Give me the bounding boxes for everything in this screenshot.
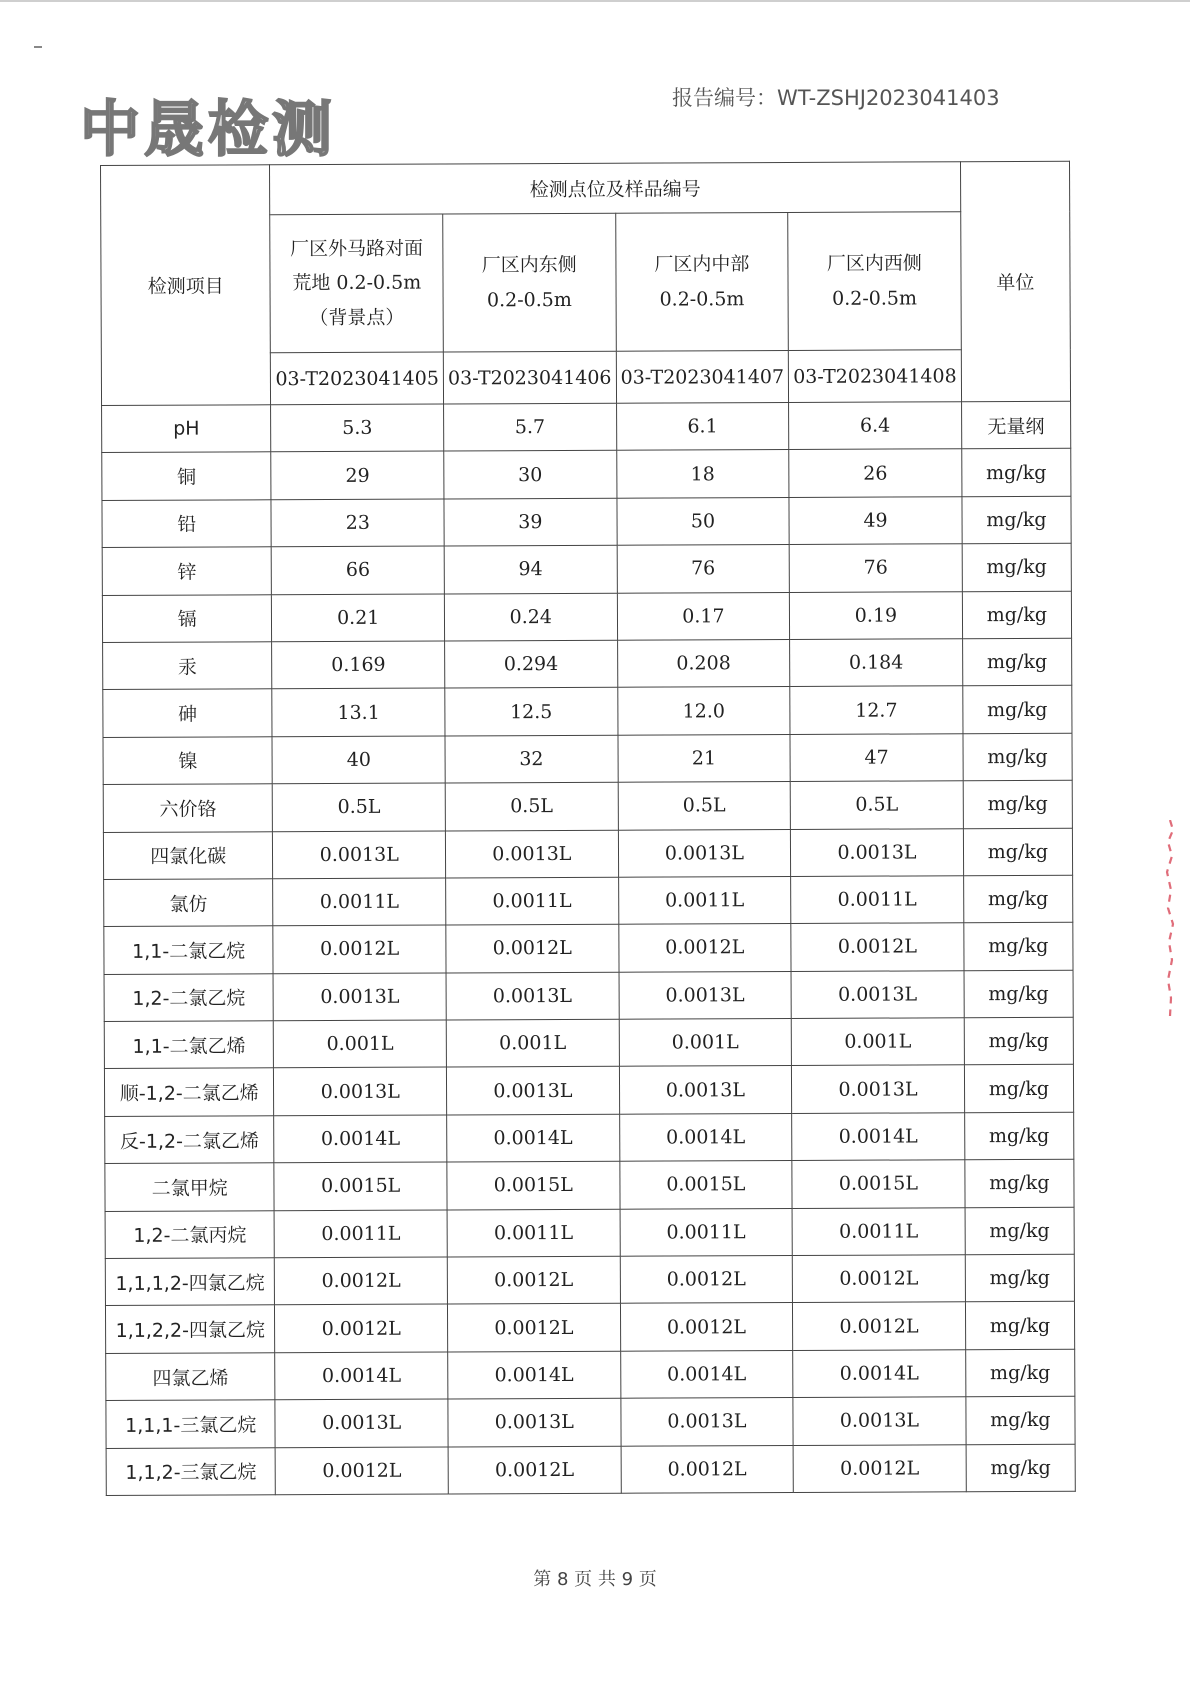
table-row <box>104 1065 1073 1117</box>
result-value: 0.0012L <box>791 923 964 971</box>
table-row <box>103 733 1072 785</box>
result-value: 0.0011L <box>791 876 964 924</box>
unit-value: mg/kg <box>962 638 1071 686</box>
item-name: 1,1,2,2-四氯乙烷 <box>105 1305 275 1353</box>
result-value: 0.0012L <box>448 1446 621 1494</box>
result-value: 0.169 <box>272 641 445 689</box>
result-value: 13.1 <box>272 688 445 736</box>
result-value: 0.0012L <box>620 1303 793 1351</box>
result-value: 23 <box>271 499 444 547</box>
result-value: 39 <box>444 498 617 546</box>
result-value: 0.0012L <box>618 924 791 972</box>
company-logo: 中晟检测 <box>80 95 336 165</box>
result-value: 21 <box>618 734 791 782</box>
unit-value: mg/kg <box>965 1207 1074 1255</box>
result-value: 5.7 <box>444 403 617 451</box>
unit-value: mg/kg <box>962 543 1071 591</box>
sample-code: 03-T2023041406 <box>443 351 616 404</box>
result-value: 0.17 <box>617 592 790 640</box>
result-value: 0.0013L <box>446 972 619 1020</box>
result-value: 0.294 <box>445 640 618 688</box>
unit-value: mg/kg <box>964 1065 1073 1113</box>
unit-header: 单位 <box>960 161 1070 401</box>
result-value: 0.0013L <box>792 1065 965 1113</box>
result-value: 94 <box>444 545 617 593</box>
item-name: pH <box>102 405 272 453</box>
result-value: 0.0012L <box>793 1444 966 1492</box>
table-row <box>103 780 1072 832</box>
result-value: 0.0012L <box>275 1257 448 1305</box>
result-value: 0.0014L <box>793 1350 966 1398</box>
result-value: 0.5L <box>445 782 618 830</box>
table-row <box>104 875 1073 927</box>
result-value: 0.0015L <box>274 1162 447 1210</box>
result-value: 0.0013L <box>273 831 446 879</box>
result-value: 5.3 <box>271 404 444 452</box>
result-value: 76 <box>617 545 790 593</box>
result-value: 0.0014L <box>448 1351 621 1399</box>
result-value: 12.0 <box>617 687 790 735</box>
result-value: 0.5L <box>618 782 791 830</box>
unit-value: mg/kg <box>965 1349 1074 1397</box>
seal-stamp-fragment <box>1162 820 1178 1020</box>
result-value: 0.0013L <box>620 1398 793 1446</box>
result-value: 0.0011L <box>447 1209 620 1257</box>
table-row <box>102 543 1071 595</box>
unit-value: mg/kg <box>963 733 1072 781</box>
table-row <box>104 923 1073 975</box>
item-name: 四氯化碳 <box>103 831 273 879</box>
result-value: 0.5L <box>273 783 446 831</box>
result-value: 0.0013L <box>275 1399 448 1447</box>
item-name: 汞 <box>103 642 273 690</box>
item-name: 铅 <box>102 500 272 548</box>
table-row <box>102 401 1071 453</box>
table-row <box>103 686 1072 738</box>
unit-value: mg/kg <box>966 1444 1075 1492</box>
item-header: 检测项目 <box>101 165 271 406</box>
location-line: 厂区内西侧 <box>826 252 922 276</box>
result-value: 0.0011L <box>618 876 791 924</box>
result-value: 0.208 <box>617 639 790 687</box>
table-row <box>102 496 1071 548</box>
item-name: 铜 <box>102 452 272 500</box>
result-value: 0.0013L <box>791 828 964 876</box>
result-value: 0.0014L <box>447 1114 620 1162</box>
unit-value: mg/kg <box>966 1396 1075 1444</box>
table-row <box>103 638 1072 690</box>
item-name: 1,1-二氯乙烯 <box>104 1021 274 1069</box>
table-row <box>105 1112 1074 1164</box>
result-value: 0.001L <box>791 1018 964 1066</box>
unit-value: mg/kg <box>963 875 1072 923</box>
item-name: 氯仿 <box>104 879 274 927</box>
result-value: 0.0014L <box>619 1113 792 1161</box>
item-name: 顺-1,2-二氯乙烯 <box>104 1068 274 1116</box>
table-row <box>105 1160 1074 1212</box>
result-value: 18 <box>616 450 789 498</box>
result-value: 0.5L <box>790 781 963 829</box>
location-line: 荒地 0.2-0.5m <box>292 272 422 295</box>
item-name: 二氯甲烷 <box>105 1163 275 1211</box>
unit-value: mg/kg <box>965 1302 1074 1350</box>
result-value: 0.0011L <box>620 1208 793 1256</box>
result-value: 29 <box>271 451 444 499</box>
result-value: 0.0013L <box>619 1066 792 1114</box>
result-value: 0.0013L <box>448 1398 621 1446</box>
result-value: 0.001L <box>274 1020 447 1068</box>
unit-value: mg/kg <box>964 923 1073 971</box>
table-row <box>106 1444 1075 1496</box>
result-value: 0.0015L <box>447 1161 620 1209</box>
unit-value: mg/kg <box>965 1254 1074 1302</box>
location-cell <box>788 212 961 351</box>
item-name: 1,1,1,2-四氯乙烷 <box>105 1258 275 1306</box>
group-header: 检测点位及样品编号 <box>270 162 961 215</box>
location-cell <box>270 214 443 353</box>
result-value: 0.184 <box>790 639 963 687</box>
result-value: 32 <box>445 735 618 783</box>
table-row <box>106 1396 1075 1448</box>
table-row <box>105 1254 1074 1306</box>
result-value: 66 <box>272 546 445 594</box>
unit-value: mg/kg <box>962 449 1071 497</box>
result-value: 0.0011L <box>273 878 446 926</box>
item-name: 镍 <box>103 736 273 784</box>
page-number: 第 8 页 共 9 页 <box>533 1569 657 1590</box>
location-cell <box>615 212 788 351</box>
result-value: 76 <box>789 544 962 592</box>
item-name: 镉 <box>102 594 272 642</box>
result-value: 40 <box>272 736 445 784</box>
location-line: （背景点） <box>309 306 405 329</box>
result-value: 0.21 <box>272 594 445 642</box>
result-value: 0.0012L <box>447 1256 620 1304</box>
result-value: 0.0012L <box>275 1304 448 1352</box>
item-name: 1,2-二氯乙烷 <box>104 973 274 1021</box>
location-line: 0.2-0.5m <box>832 286 918 310</box>
item-name: 1,1,1-三氯乙烷 <box>106 1400 276 1448</box>
item-name: 1,1,2-三氯乙烷 <box>106 1447 276 1495</box>
report-number: 报告编号：WT-ZSHJ2023041403 <box>672 86 1000 110</box>
result-value: 26 <box>789 449 962 497</box>
page-top-line <box>0 0 1190 2</box>
result-value: 47 <box>790 733 963 781</box>
result-value: 0.0012L <box>621 1445 794 1493</box>
item-name: 锌 <box>102 547 272 595</box>
table-row <box>106 1349 1075 1401</box>
result-value: 30 <box>444 451 617 499</box>
result-value: 6.1 <box>616 402 789 450</box>
result-value: 0.0014L <box>275 1352 448 1400</box>
unit-value: mg/kg <box>964 1017 1073 1065</box>
result-value: 0.0012L <box>276 1447 449 1495</box>
sample-code: 03-T2023041408 <box>789 350 962 403</box>
result-value: 0.0012L <box>792 1255 965 1303</box>
item-name: 反-1,2-二氯乙烯 <box>105 1116 275 1164</box>
table-row <box>103 828 1072 880</box>
result-value: 0.0013L <box>793 1397 966 1445</box>
unit-value: mg/kg <box>965 1160 1074 1208</box>
item-name: 四氯乙烯 <box>106 1353 276 1401</box>
result-value: 0.0013L <box>274 1067 447 1115</box>
table-row <box>105 1207 1074 1259</box>
result-value: 6.4 <box>789 402 962 450</box>
table-row <box>102 449 1071 501</box>
result-value: 0.0014L <box>274 1115 447 1163</box>
result-value: 0.19 <box>790 591 963 639</box>
result-value: 0.0013L <box>446 1067 619 1115</box>
result-value: 0.0011L <box>446 877 619 925</box>
unit-value: mg/kg <box>964 970 1073 1018</box>
result-value: 0.001L <box>446 1019 619 1067</box>
item-name: 六价铬 <box>103 784 273 832</box>
result-value: 0.0013L <box>791 970 964 1018</box>
location-cell <box>443 213 616 352</box>
result-value: 12.7 <box>790 686 963 734</box>
sample-code: 03-T2023041407 <box>616 350 789 403</box>
table-row <box>104 1017 1073 1069</box>
result-value: 0.0012L <box>448 1304 621 1352</box>
result-value: 0.0012L <box>446 925 619 973</box>
location-line: 厂区内东侧 <box>481 254 577 277</box>
location-line: 厂区内中部 <box>654 253 750 276</box>
result-value: 0.0015L <box>792 1160 965 1208</box>
result-value: 12.5 <box>445 688 618 736</box>
sample-code: 03-T2023041405 <box>271 352 444 405</box>
location-line: 0.2-0.5m <box>659 287 745 311</box>
test-results-table <box>100 161 1076 1496</box>
result-value: 0.0015L <box>619 1161 792 1209</box>
unit-value: mg/kg <box>963 780 1072 828</box>
result-value: 0.0012L <box>273 925 446 973</box>
unit-value: mg/kg <box>963 686 1072 734</box>
unit-value: mg/kg <box>962 496 1071 544</box>
scan-mark <box>34 46 42 48</box>
result-value: 0.0012L <box>620 1256 793 1304</box>
result-value: 0.0011L <box>275 1210 448 1258</box>
location-line: 厂区外马路对面 <box>290 237 424 261</box>
result-value: 0.0013L <box>445 830 618 878</box>
item-name: 1,1-二氯乙烷 <box>104 926 274 974</box>
result-value: 0.001L <box>619 1019 792 1067</box>
unit-value: mg/kg <box>963 828 1072 876</box>
item-name: 1,2-二氯丙烷 <box>105 1210 275 1258</box>
result-value: 0.0013L <box>273 973 446 1021</box>
result-value: 0.0013L <box>618 829 791 877</box>
table-body <box>102 401 1076 1495</box>
result-value: 0.24 <box>444 593 617 641</box>
unit-value: mg/kg <box>964 1112 1073 1160</box>
location-line: 0.2-0.5m <box>486 288 572 311</box>
unit-value: mg/kg <box>962 591 1071 639</box>
result-value: 0.0011L <box>792 1207 965 1255</box>
result-value: 0.0013L <box>619 971 792 1019</box>
table-row <box>105 1302 1074 1354</box>
item-name: 砷 <box>103 689 273 737</box>
result-value: 0.0014L <box>792 1113 965 1161</box>
unit-value: 无量纲 <box>961 401 1070 449</box>
result-value: 0.0014L <box>620 1350 793 1398</box>
result-value: 49 <box>789 497 962 545</box>
result-value: 50 <box>617 497 790 545</box>
table-row <box>102 591 1071 643</box>
result-value: 0.0012L <box>793 1302 966 1350</box>
table-row <box>104 970 1073 1022</box>
